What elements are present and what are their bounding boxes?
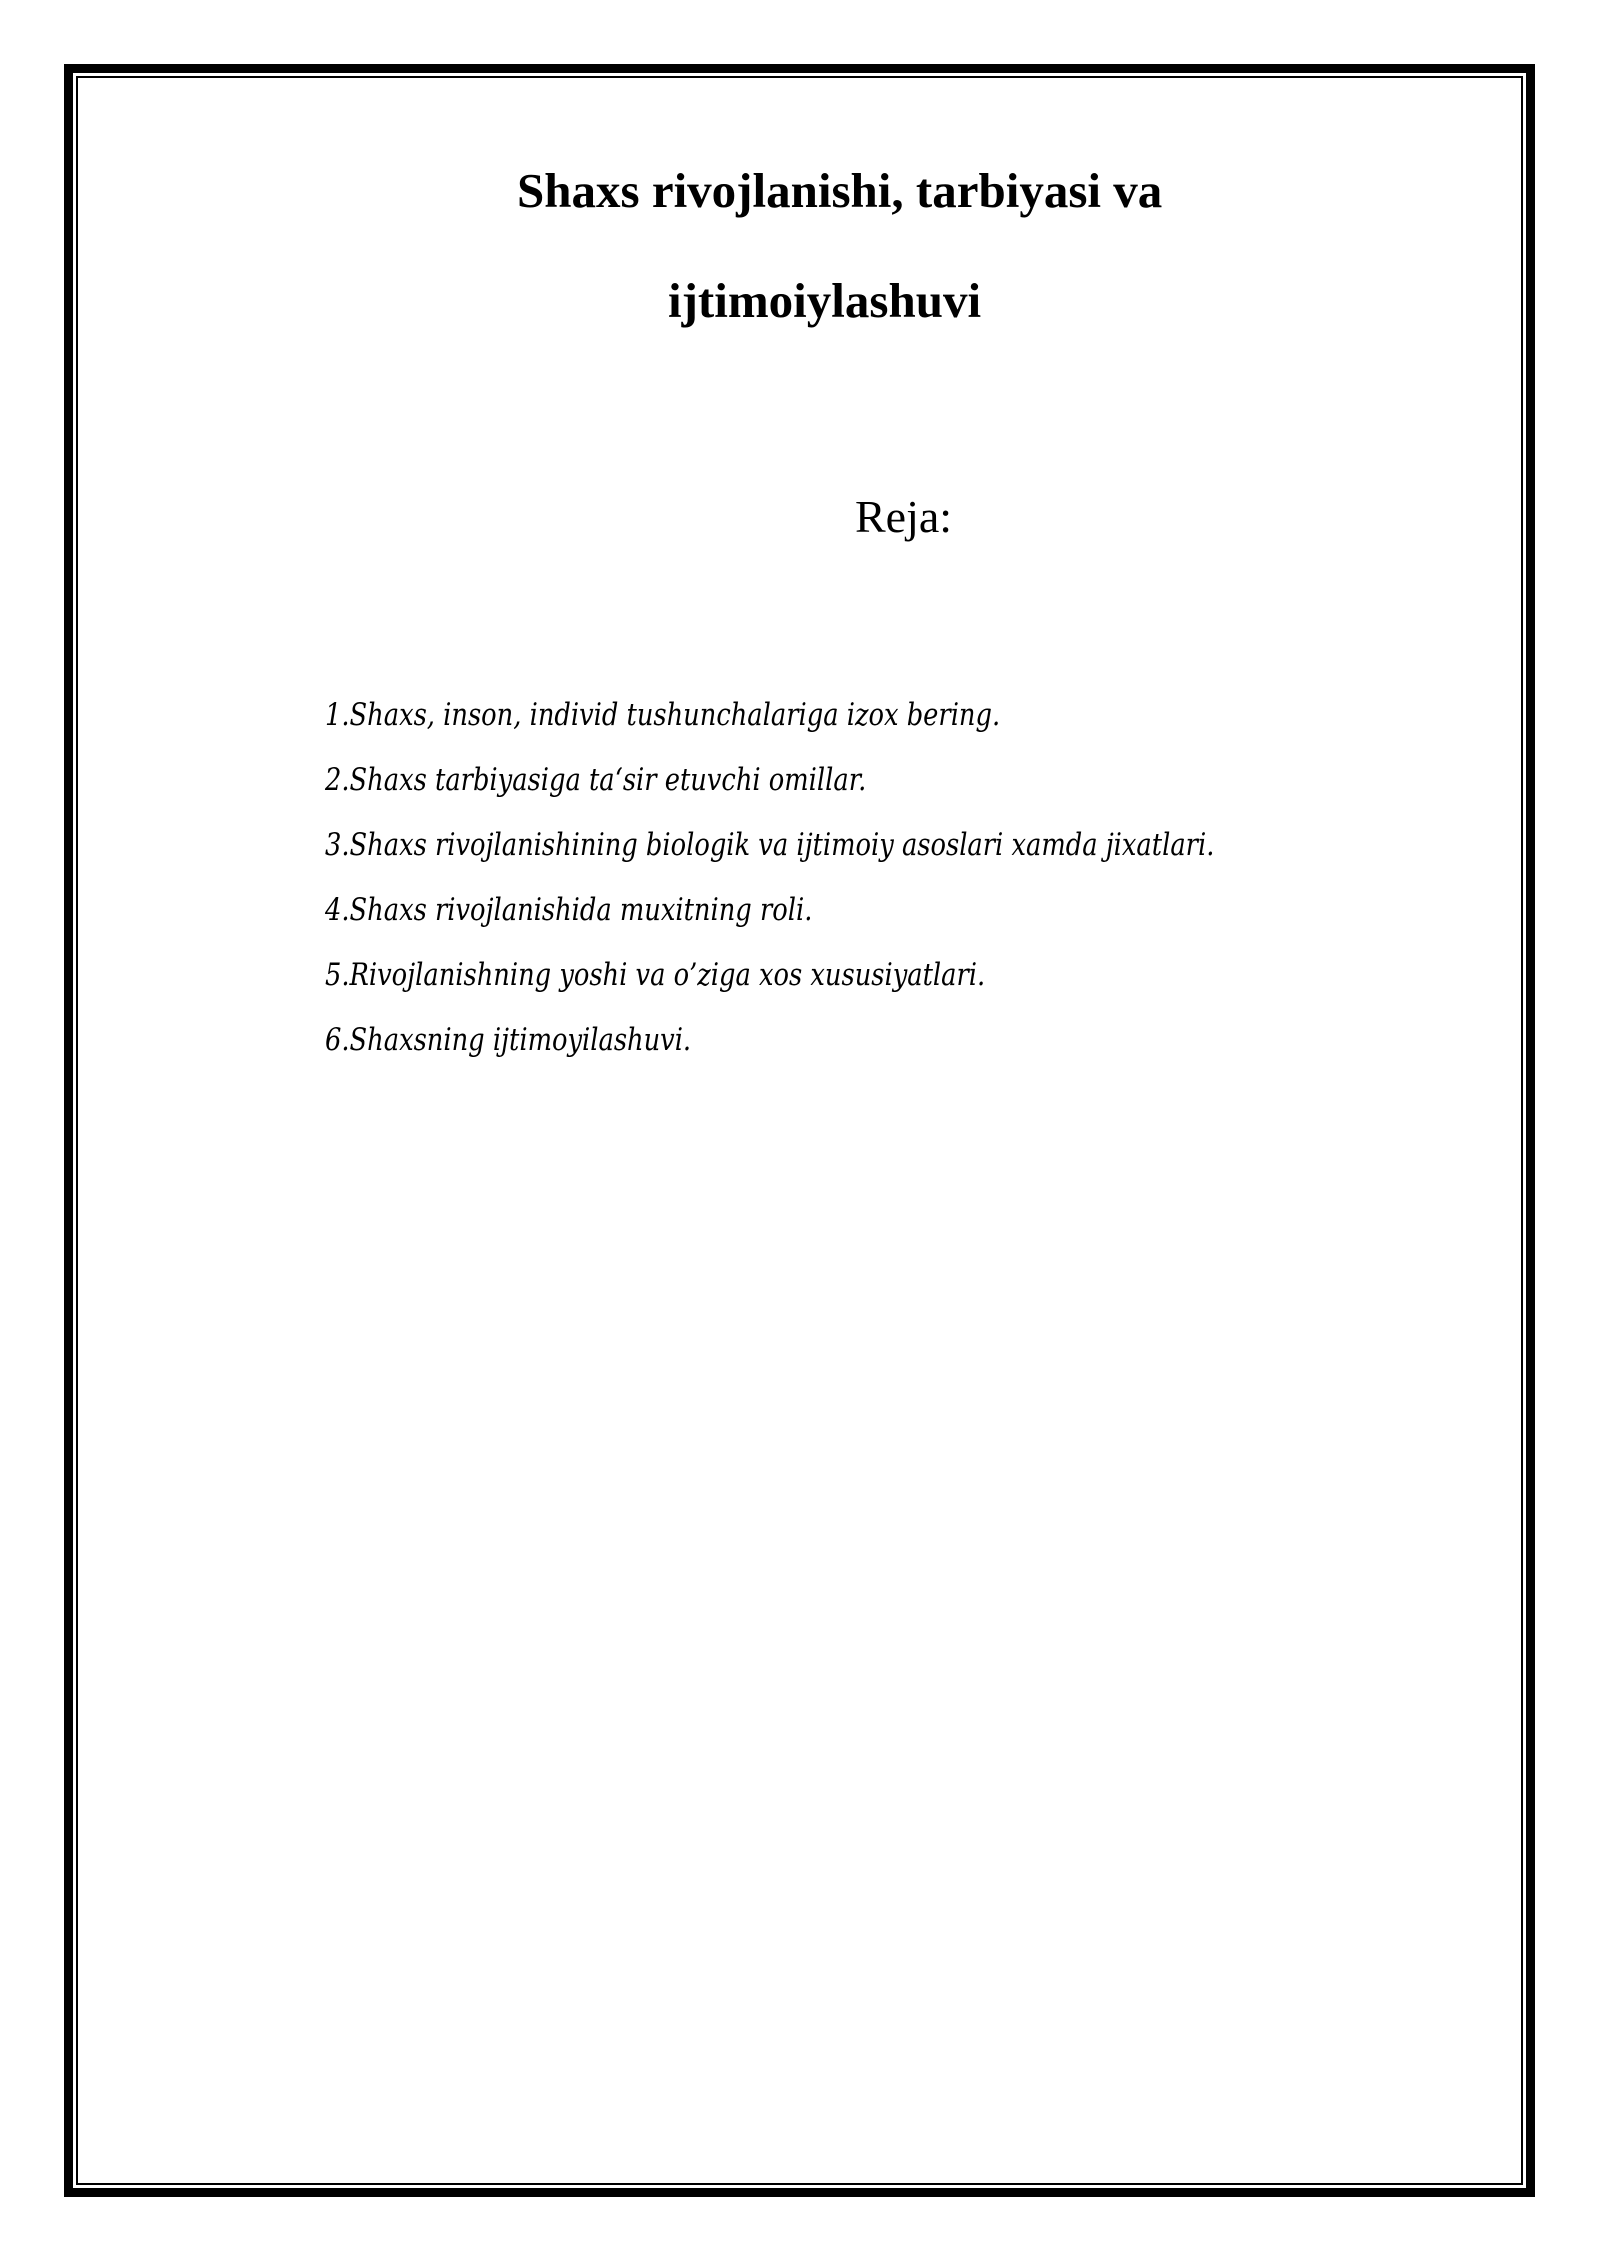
- document-title-line-1: Shaxs rivojlanishi, tarbiyasi va: [517, 163, 1163, 218]
- plan-item: 3.Shaxs rivojlanishining biologik va ijtimoiy asoslari xamda jixatlari.: [325, 827, 1215, 863]
- plan-list: [325, 697, 1397, 1090]
- plan-item: 5.Rivojlanishning yoshi va o’ziga xos xususiyatlari.: [325, 957, 986, 993]
- page-border-outer: [64, 64, 1535, 2197]
- plan-item: 6.Shaxsning ijtimoyilashuvi.: [325, 1022, 692, 1058]
- plan-item: 2.Shaxs tarbiyasiga ta‘sir etuvchi omillar.: [325, 762, 867, 798]
- plan-item: 4.Shaxs rivojlanishida muxitning roli.: [325, 892, 813, 928]
- page-border-inner: [76, 76, 1523, 2185]
- plan-item: 1.Shaxs, inson, individ tushunchalariga izox bering.: [325, 697, 1001, 733]
- plan-heading: Reja:: [855, 491, 953, 542]
- document-title-line-2: ijtimoiylashuvi: [668, 273, 982, 328]
